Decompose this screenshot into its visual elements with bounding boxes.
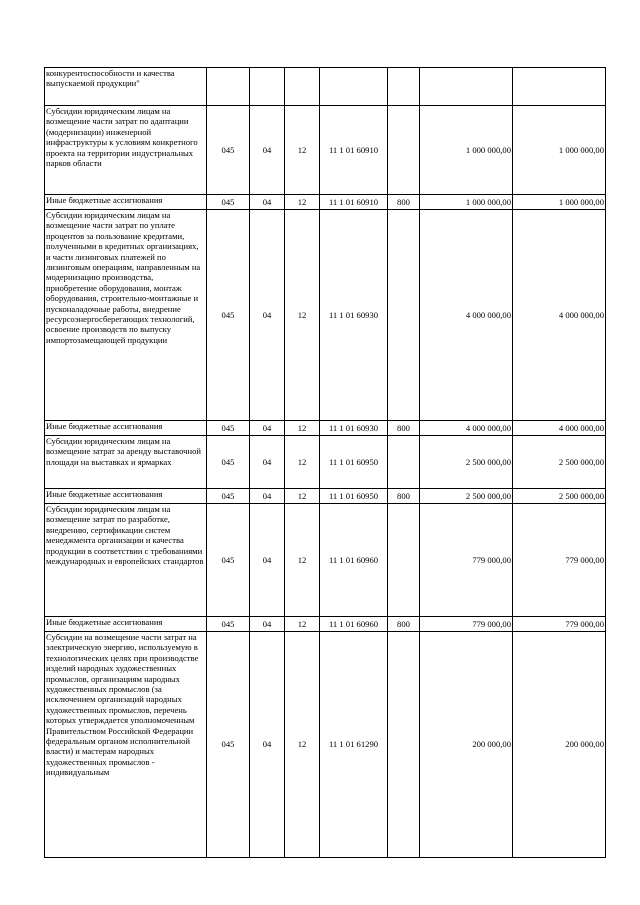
subsection-code-cell: 12 [285, 421, 320, 436]
amount-cell-2: 4 000 000,00 [513, 210, 606, 421]
table-row [45, 617, 606, 632]
expense-name-cell: Иные бюджетные ассигнования [45, 195, 207, 210]
section-code-cell: 04 [250, 504, 285, 617]
amount-cell-1: 779 000,00 [420, 504, 513, 617]
subsection-code-cell: 12 [285, 106, 320, 195]
table-row [45, 421, 606, 436]
section-code-cell: 04 [250, 195, 285, 210]
target-article-cell: 11 1 01 60950 [320, 489, 388, 504]
target-article-cell: 11 1 01 60930 [320, 210, 388, 421]
section-code-cell [250, 68, 285, 106]
amount-cell-2: 1 000 000,00 [513, 195, 606, 210]
subsection-code-cell: 12 [285, 436, 320, 489]
subsection-code-cell: 12 [285, 195, 320, 210]
expense-type-cell: 800 [388, 195, 420, 210]
subsection-code-cell: 12 [285, 632, 320, 858]
amount-cell-2: 1 000 000,00 [513, 106, 606, 195]
amount-cell-2: 4 000 000,00 [513, 421, 606, 436]
expense-name-cell: Субсидии юридическим лицам на возмещение части затрат по уплате процентов за пользование кредитами, полученными в кредитных организациях, и части лизинговых платежей по лизинговым операциям, направленным на модернизацию производства, приобретение оборудования, монтаж оборудования, строительно-монтажные и пусконаладочные работы, внедрение ресурсоэнергосберегающих технологий, освоение производств по выпуску импортозамещающей продукции [45, 210, 207, 421]
subsection-code-cell: 12 [285, 489, 320, 504]
target-article-cell: 11 1 01 61290 [320, 632, 388, 858]
section-code-cell: 04 [250, 210, 285, 421]
expense-type-cell [388, 632, 420, 858]
budget-table [44, 67, 606, 858]
expense-name-cell: Субсидии юридическим лицам на возмещение затрат по разработке, внедрению, сертификации систем менеджмента организации и качества продукции в соответствии с требованиями международных и европейских стандартов [45, 504, 207, 617]
amount-cell-1: 2 500 000,00 [420, 489, 513, 504]
section-code-cell: 04 [250, 489, 285, 504]
amount-cell-2: 200 000,00 [513, 632, 606, 858]
department-code-cell: 045 [207, 195, 250, 210]
amount-cell-1: 200 000,00 [420, 632, 513, 858]
target-article-cell: 11 1 01 60950 [320, 436, 388, 489]
target-article-cell [320, 68, 388, 106]
target-article-cell: 11 1 01 60910 [320, 106, 388, 195]
amount-cell-1: 1 000 000,00 [420, 106, 513, 195]
expense-type-cell [388, 436, 420, 489]
target-article-cell: 11 1 01 60960 [320, 617, 388, 632]
department-code-cell: 045 [207, 421, 250, 436]
amount-cell-1: 4 000 000,00 [420, 421, 513, 436]
expense-name-cell: Иные бюджетные ассигнования [45, 617, 207, 632]
section-code-cell: 04 [250, 106, 285, 195]
expense-name-cell: Субсидии юридическим лицам на возмещение затрат за аренду выставочной площади на выставках и ярмарках [45, 436, 207, 489]
subsection-code-cell: 12 [285, 617, 320, 632]
department-code-cell: 045 [207, 489, 250, 504]
table-row [45, 68, 606, 106]
department-code-cell: 045 [207, 436, 250, 489]
expense-type-cell [388, 504, 420, 617]
amount-cell-2: 2 500 000,00 [513, 489, 606, 504]
department-code-cell: 045 [207, 632, 250, 858]
expense-type-cell [388, 106, 420, 195]
table-row [45, 632, 606, 858]
expense-name-cell: Субсидии на возмещение части затрат на электрическую энергию, используемую в технологических целях при производстве изделий народных художественных промыслов, организациям народных художественных промыслов (за исключением организаций народных художественных промыслов, перечень которых утверждается уполномоченным Правительством Российской Федерации федеральным органом исполнительной власти) и мастерам народных художественных промыслов - индивидуальным [45, 632, 207, 858]
expense-type-cell [388, 68, 420, 106]
table-row [45, 436, 606, 489]
expense-name-cell: Иные бюджетные ассигнования [45, 489, 207, 504]
table-row [45, 195, 606, 210]
expense-name-cell: Субсидии юридическим лицам на возмещение части затрат по адаптации (модернизации) инженерной инфраструктуры к условиям конкретного проекта на территории индустриальных парков области [45, 106, 207, 195]
subsection-code-cell: 12 [285, 504, 320, 617]
amount-cell-2: 779 000,00 [513, 504, 606, 617]
section-code-cell: 04 [250, 632, 285, 858]
table-row [45, 489, 606, 504]
department-code-cell: 045 [207, 210, 250, 421]
expense-type-cell: 800 [388, 421, 420, 436]
amount-cell-1: 1 000 000,00 [420, 195, 513, 210]
department-code-cell: 045 [207, 617, 250, 632]
amount-cell-1 [420, 68, 513, 106]
expense-type-cell: 800 [388, 617, 420, 632]
department-code-cell: 045 [207, 106, 250, 195]
table-row [45, 210, 606, 421]
table-row [45, 106, 606, 195]
department-code-cell [207, 68, 250, 106]
expense-type-cell: 800 [388, 489, 420, 504]
department-code-cell: 045 [207, 504, 250, 617]
amount-cell-2 [513, 68, 606, 106]
amount-cell-1: 4 000 000,00 [420, 210, 513, 421]
amount-cell-2: 2 500 000,00 [513, 436, 606, 489]
section-code-cell: 04 [250, 617, 285, 632]
amount-cell-1: 779 000,00 [420, 617, 513, 632]
expense-name-cell: Иные бюджетные ассигнования [45, 421, 207, 436]
table-row [45, 504, 606, 617]
section-code-cell: 04 [250, 421, 285, 436]
subsection-code-cell [285, 68, 320, 106]
amount-cell-1: 2 500 000,00 [420, 436, 513, 489]
target-article-cell: 11 1 01 60930 [320, 421, 388, 436]
amount-cell-2: 779 000,00 [513, 617, 606, 632]
expense-name-cell: конкурентоспособности и качества выпускаемой продукции" [45, 68, 207, 106]
section-code-cell: 04 [250, 436, 285, 489]
target-article-cell: 11 1 01 60910 [320, 195, 388, 210]
target-article-cell: 11 1 01 60960 [320, 504, 388, 617]
subsection-code-cell: 12 [285, 210, 320, 421]
expense-type-cell [388, 210, 420, 421]
